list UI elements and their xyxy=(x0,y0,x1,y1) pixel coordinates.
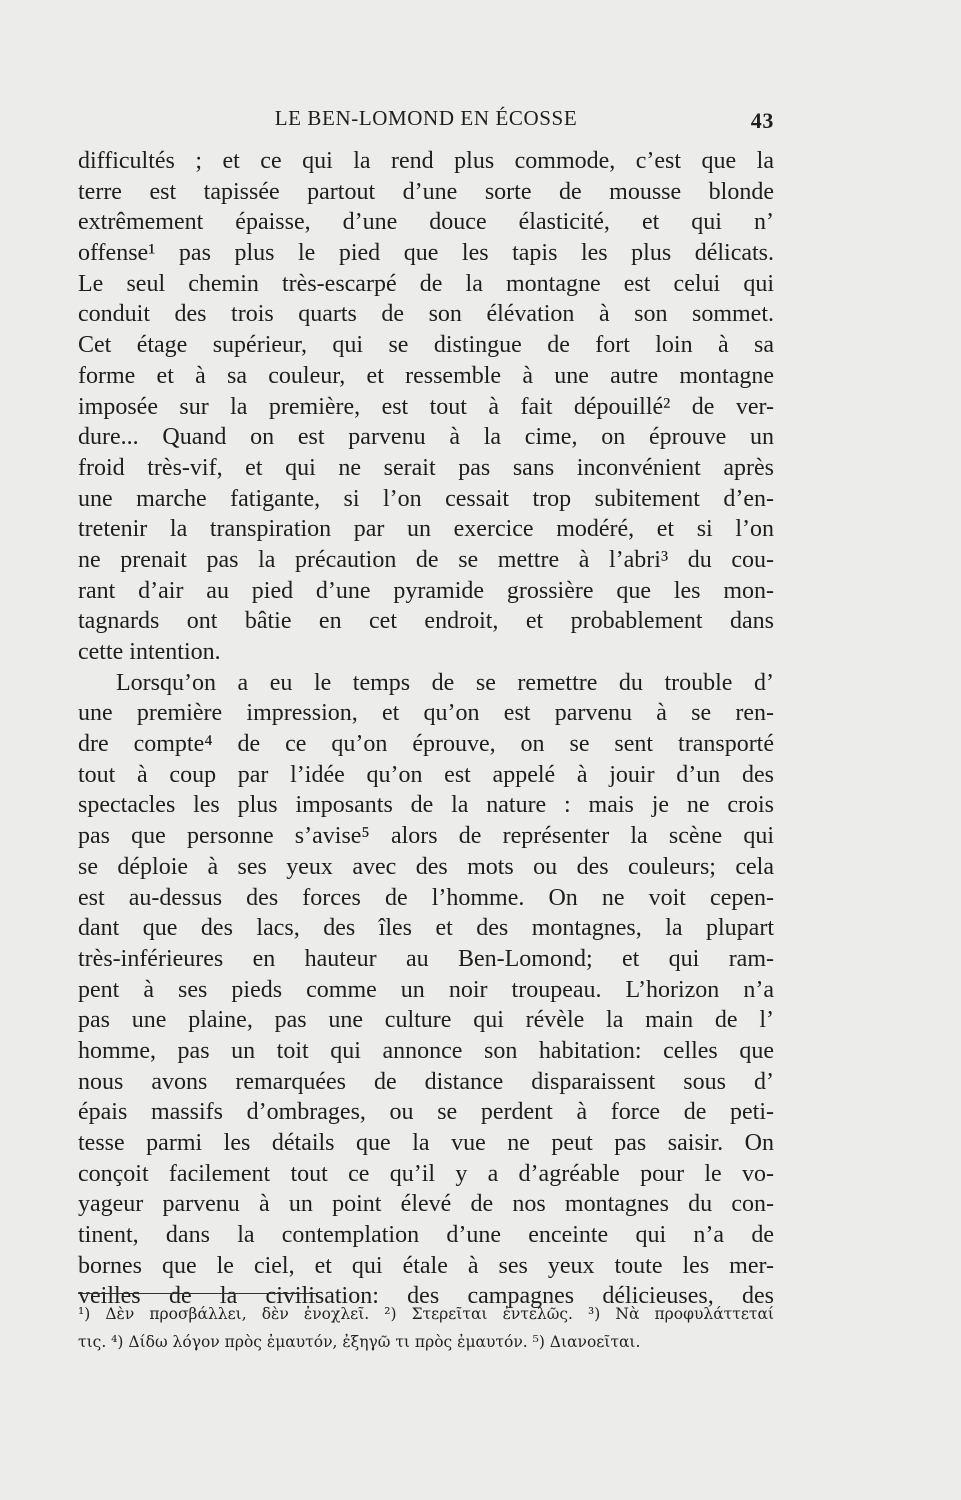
text-line: pas que personne s’avise⁵ alors de représenter la scène qui xyxy=(78,823,774,850)
text-line: yageur parvenu à un point élevé de nos montagnes du con- xyxy=(78,1191,774,1218)
text-line: pas une plaine, pas une culture qui révèle la main de l’ xyxy=(78,1007,774,1034)
text-line: veilles de la civilisation: des campagnes délicieuses, des xyxy=(78,1283,774,1310)
text-line: très-inférieures en hauteur au Ben-Lomond; et qui ram- xyxy=(78,945,774,972)
footnote-line: ¹) Δὲν προσβάλλει, δὲν ἐνοχλεῖ. ²) Στερεῖται ἐντελῶς. ³) Νὰ προφυλάττεταί xyxy=(78,1305,774,1323)
text-line: pent à ses pieds comme un noir troupeau. L’horizon n’a xyxy=(78,976,774,1003)
text-line: extrêmement épaisse, d’une douce élasticité, et qui n’ xyxy=(78,209,774,236)
text-line: conçoit facilement tout ce qu’il y a d’agréable pour le vo- xyxy=(78,1160,774,1187)
text-line: terre est tapissée partout d’une sorte de mousse blonde xyxy=(78,178,774,205)
footnotes xyxy=(78,1300,774,1356)
text-line: tesse parmi les détails que la vue ne peut pas saisir. On xyxy=(78,1130,774,1156)
footnote-separator xyxy=(78,1293,318,1294)
paragraph-end-line: cette intention. xyxy=(78,639,221,665)
text-line: Le seul chemin très-escarpé de la montagne est celui qui xyxy=(78,270,774,297)
body-text xyxy=(78,146,774,1312)
text-line: conduit des trois quarts de son élévation à son sommet. xyxy=(78,301,774,328)
text-line: dre compte⁴ de ce qu’on éprouve, on se sent transporté xyxy=(78,731,774,758)
text-line: difficultés ; et ce qui la rend plus commode, c’est que la xyxy=(78,148,774,174)
text-line: dure... Quand on est parvenu à la cime, on éprouve un xyxy=(78,424,774,451)
text-line: forme et à sa couleur, et ressemble à une autre montagne xyxy=(78,362,774,389)
text-line: imposée sur la première, est tout à fait dépouillé² de ver- xyxy=(78,393,774,420)
text-line: se déploie à ses yeux avec des mots ou des couleurs; cela xyxy=(78,853,774,880)
text-line: tretenir la transpiration par un exercice modéré, et si l’on xyxy=(78,516,774,543)
text-line: homme, pas un toit qui annonce son habitation: celles que xyxy=(78,1037,774,1064)
running-head xyxy=(78,106,774,136)
text-line: froid très-vif, et qui ne serait pas sans inconvénient après xyxy=(78,454,774,481)
text-line: dant que des lacs, des îles et des montagnes, la plupart xyxy=(78,915,774,942)
page-number: 43 xyxy=(750,108,774,133)
text-line: tagnards ont bâtie en cet endroit, et probablement dans xyxy=(78,608,774,635)
text-line: une marche fatigante, si l’on cessait trop subitement d’en- xyxy=(78,485,774,512)
text-line: Cet étage supérieur, qui se distingue de fort loin à sa xyxy=(78,332,774,359)
text-line: rant d’air au pied d’une pyramide grossière que les mon- xyxy=(78,577,774,604)
text-line: bornes que le ciel, et qui étale à ses yeux toute les mer- xyxy=(78,1252,774,1279)
text-line: une première impression, et qu’on est parvenu à se ren- xyxy=(78,700,774,727)
text-line: offense¹ pas plus le pied que les tapis les plus délicats. xyxy=(78,240,774,267)
text-line: spectacles les plus imposants de la nature : mais je ne crois xyxy=(78,792,774,819)
text-line: nous avons remarquées de distance disparaissent sous d’ xyxy=(78,1068,774,1095)
text-line: tinent, dans la contemplation d’une enceinte qui n’a de xyxy=(78,1222,774,1249)
text-line: est au-dessus des forces de l’homme. On ne voit cepen- xyxy=(78,884,774,911)
footnote-line: τις. ⁴) Δίδω λόγον πρὸς ἐμαυτόν, ἐξηγῶ τι πρὸς ἐμαυτόν. ⁵) Διανοεῖται. xyxy=(78,1333,641,1351)
paragraph-start-line: Lorsqu’on a eu le temps de se remettre du trouble d’ xyxy=(116,669,774,696)
text-line: ne prenait pas la précaution de se mettre à l’abri³ du cou- xyxy=(78,546,774,573)
text-line: tout à coup par l’idée qu’on est appelé à jouir d’un des xyxy=(78,761,774,788)
running-title: LE BEN-LOMOND EN ÉCOSSE xyxy=(274,106,578,130)
text-line: épais massifs d’ombrages, ou se perdent à force de peti- xyxy=(78,1099,774,1126)
